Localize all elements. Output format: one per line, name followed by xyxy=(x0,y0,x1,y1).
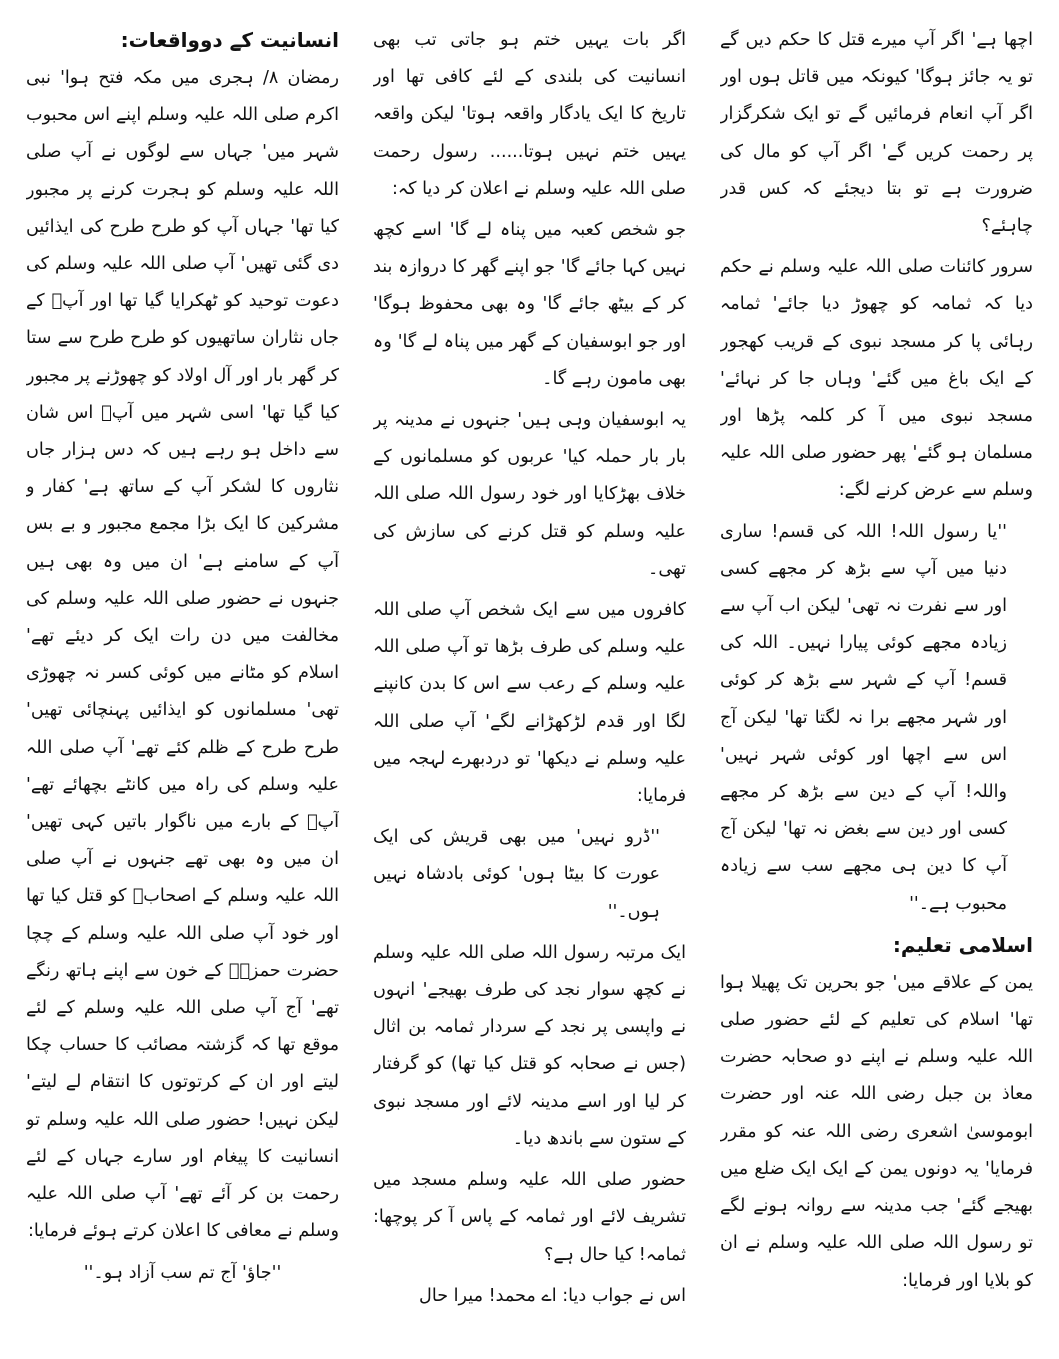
paragraph: اس نے جواب دیا: اے محمد! میرا حال xyxy=(419,1285,686,1306)
paragraph: یہ ابوسفیان وہی ہیں' جنہوں نے مدینہ پر بار بار حملہ کیا' عربوں کو مسلمانوں کے خلاف بھڑکایا اور خود رسول اللہ صلی اللہ علیہ وسلم کو قتل کرنے کی سازش کی تھی۔ xyxy=(373,410,686,579)
paragraph: حضور صلی اللہ علیہ وسلم مسجد میں تشریف لائے اور ثمامہ کے پاس آ کر پوچھا: ثمامہ! کیا حال ہے؟ xyxy=(373,1170,686,1265)
paragraph: کافروں میں سے ایک شخص آپ صلی اللہ علیہ وسلم کی طرف بڑھا تو آپ صلی اللہ علیہ وسلم کے رعب سے اس کا بدن کانپنے لگا اور قدم لڑکھڑانے لگے' آپ صلی اللہ علیہ وسلم نے دیکھا' تو دردبھرے لہجہ میں فرمایا: xyxy=(373,600,686,807)
column-right xyxy=(26,22,339,1345)
paragraph: ایک مرتبہ رسول اللہ صلی اللہ علیہ وسلم نے کچھ سوار نجد کی طرف بھیجے' انہوں نے واپسی پر نجد کے سردار ثمامہ بن اثال (جس نے صحابہ کو قتل کیا تھا) کو گرفتار کر لیا اور اسے مدینہ لائے اور مسجد نبوی کے ستون سے باندھ دیا۔ xyxy=(373,942,686,1149)
paragraph: اچھا ہے' اگر آپ میرے قتل کا حکم دیں گے تو یہ جائز ہوگا' کیونکہ میں قاتل ہوں اور اگر آپ انعام فرمائیں گے تو ایک شکرگزار پر رحمت کریں گے' اگر آپ کو مال کی ضرورت ہے تو بتا دیجئے کہ کس قدر چاہئے؟ xyxy=(720,30,1033,237)
section-heading-humanity: انسانیت کے دوواقعات: xyxy=(120,28,339,52)
paragraph: سرور کائنات صلی اللہ علیہ وسلم نے حکم دیا کہ ثمامہ کو چھوڑ دیا جائے' ثمامہ رہائی پا کر مسجد نبوی کے قریب کھجور کے ایک باغ میں گئے' وہاں جا کر نہائے' مسجد نبوی میں آ کر کلمہ پڑھا اور مسلمان ہو گئے' پھر حضور صلی اللہ علیہ وسلم سے عرض کرنے لگے: xyxy=(720,257,1033,501)
paragraph: جو شخص کعبہ میں پناہ لے گا' اسے کچھ نہیں کہا جائے گا' جو اپنے گھر کا دروازہ بند کر کے بیٹھ جائے گا' وہ بھی محفوظ ہوگا' اور جو ابوسفیان کے گھر میں پناہ لے گا' وہ بھی مامون رہے گا۔ xyxy=(373,220,686,389)
quote-thumama: ''یا رسول اللہ! اللہ کی قسم! ساری دنیا میں آپ سے بڑھ کر مجھے کسی اور سے نفرت نہ تھی' لیکن اب آپ سے زیادہ مجھے کوئی پیارا نہیں۔ اللہ کی قسم! آپ کے شہر سے بڑھ کر کوئی اور شہر مجھے برا نہ لگتا تھا' لیکن آج اس سے اچھا اور کوئی شہر نہیں' واللہ! آپ کے دین سے بڑھ کر مجھے کسی اور دین سے بغض نہ تھا' لیکن آج آپ کا دین ہی مجھے سب سے زیادہ محبوب ہے۔'' xyxy=(720,521,1007,914)
quote-dont-fear: ''ڈرو نہیں' میں بھی قریش کی ایک عورت کا بیٹا ہوں' کوئی بادشاہ نہیں ہوں۔'' xyxy=(373,827,660,922)
column-left xyxy=(720,22,1033,1345)
paragraph: اگر بات یہیں ختم ہو جاتی تب بھی انسانیت کی بلندی کے لئے کافی تھا اور تاریخ کا ایک یادگار واقعہ ہوتا' لیکن واقعہ یہیں ختم نہیں ہوتا...... رسول رحمت صلی اللہ علیہ وسلم نے اعلان کر دیا کہ: xyxy=(373,30,686,199)
paragraph: یمن کے علاقے میں' جو بحرین تک پھیلا ہوا تھا' اسلام کی تعلیم کے لئے حضور صلی اللہ علیہ وسلم نے اپنے دو صحابہ حضرت معاذ بن جبل رضی اللہ عنہ اور حضرت ابوموسیٰ اشعری رضی اللہ عنہ کو مقرر فرمایا' یہ دونوں یمن کے ایک ایک ضلع میں بھیجے گئے' جب مدینہ سے روانہ ہونے لگے تو رسول اللہ صلی اللہ علیہ وسلم نے ان کو بلایا اور فرمایا: xyxy=(720,972,1033,1291)
paragraph: رمضان ۸/ ہجری میں مکہ فتح ہوا' نبی اکرم صلی اللہ علیہ وسلم اپنے اس محبوب شہر میں' جہاں سے لوگوں نے آپ صلی اللہ علیہ وسلم کو ہجرت کرنے پر مجبور کیا تھا' جہاں آپ کو طرح طرح کی ایذائیں دی گئی تھیں' آپ صلی اللہ علیہ وسلم کی دعوت توحید کو ٹھکرایا گیا تھا اور آپؐ کے جاں نثاران ساتھیوں کو طرح طرح سے ستا کر گھر بار اور آل اولاد کو چھوڑنے پر مجبور کیا گیا تھا' اسی شہر میں آپؐ اس شان سے داخل ہو رہے ہیں کہ دس ہزار جاں نثاروں کا لشکر آپ کے ساتھ ہے' کفار و مشرکین کا ایک بڑا مجمع مجبور و بے بس آپ کے سامنے ہے' ان میں وہ بھی ہیں جنہوں نے حضور صلی اللہ علیہ وسلم کی مخالفت میں دن رات ایک کر دیئے تھے' اسلام کو مٹانے میں کوئی کسر نہ چھوڑی تھی' مسلمانوں کو ایذائیں پہنچائی تھیں' طرح طرح کے ظلم کئے تھے' آپ صلی اللہ علیہ وسلم کی راہ میں کانٹے بچھائے تھے' آپؐ کے بارے میں ناگوار باتیں کہی تھیں' ان میں وہ بھی تھے جنہوں نے آپ صلی اللہ علیہ وسلم کے اصحابؓ کو قتل کیا تھا اور خود آپ صلی اللہ علیہ وسلم کے چچا حضرت حمزہؓ کے خون سے اپنے ہاتھ رنگے تھے' آج آپ صلی اللہ علیہ وسلم کے لئے موقع تھا کہ گزشتہ مصائب کا حساب چکا لیتے اور ان کے کرتوتوں کا انتقام لے لیتے' لیکن نہیں! حضور صلی اللہ علیہ وسلم تو انسانیت کا پیغام اور سارے جہاں کے لئے رحمت بن کر آئے تھے' آپ صلی اللہ علیہ وسلم نے معافی کا اعلان کرتے ہوئے فرمایا: xyxy=(26,68,339,1242)
section-heading-islamic-education: اسلامی تعلیم: xyxy=(892,932,1033,957)
quote-freedom: ''جاؤ' آج تم سب آزاد ہو۔'' xyxy=(83,1262,282,1283)
column-middle xyxy=(373,22,686,1345)
